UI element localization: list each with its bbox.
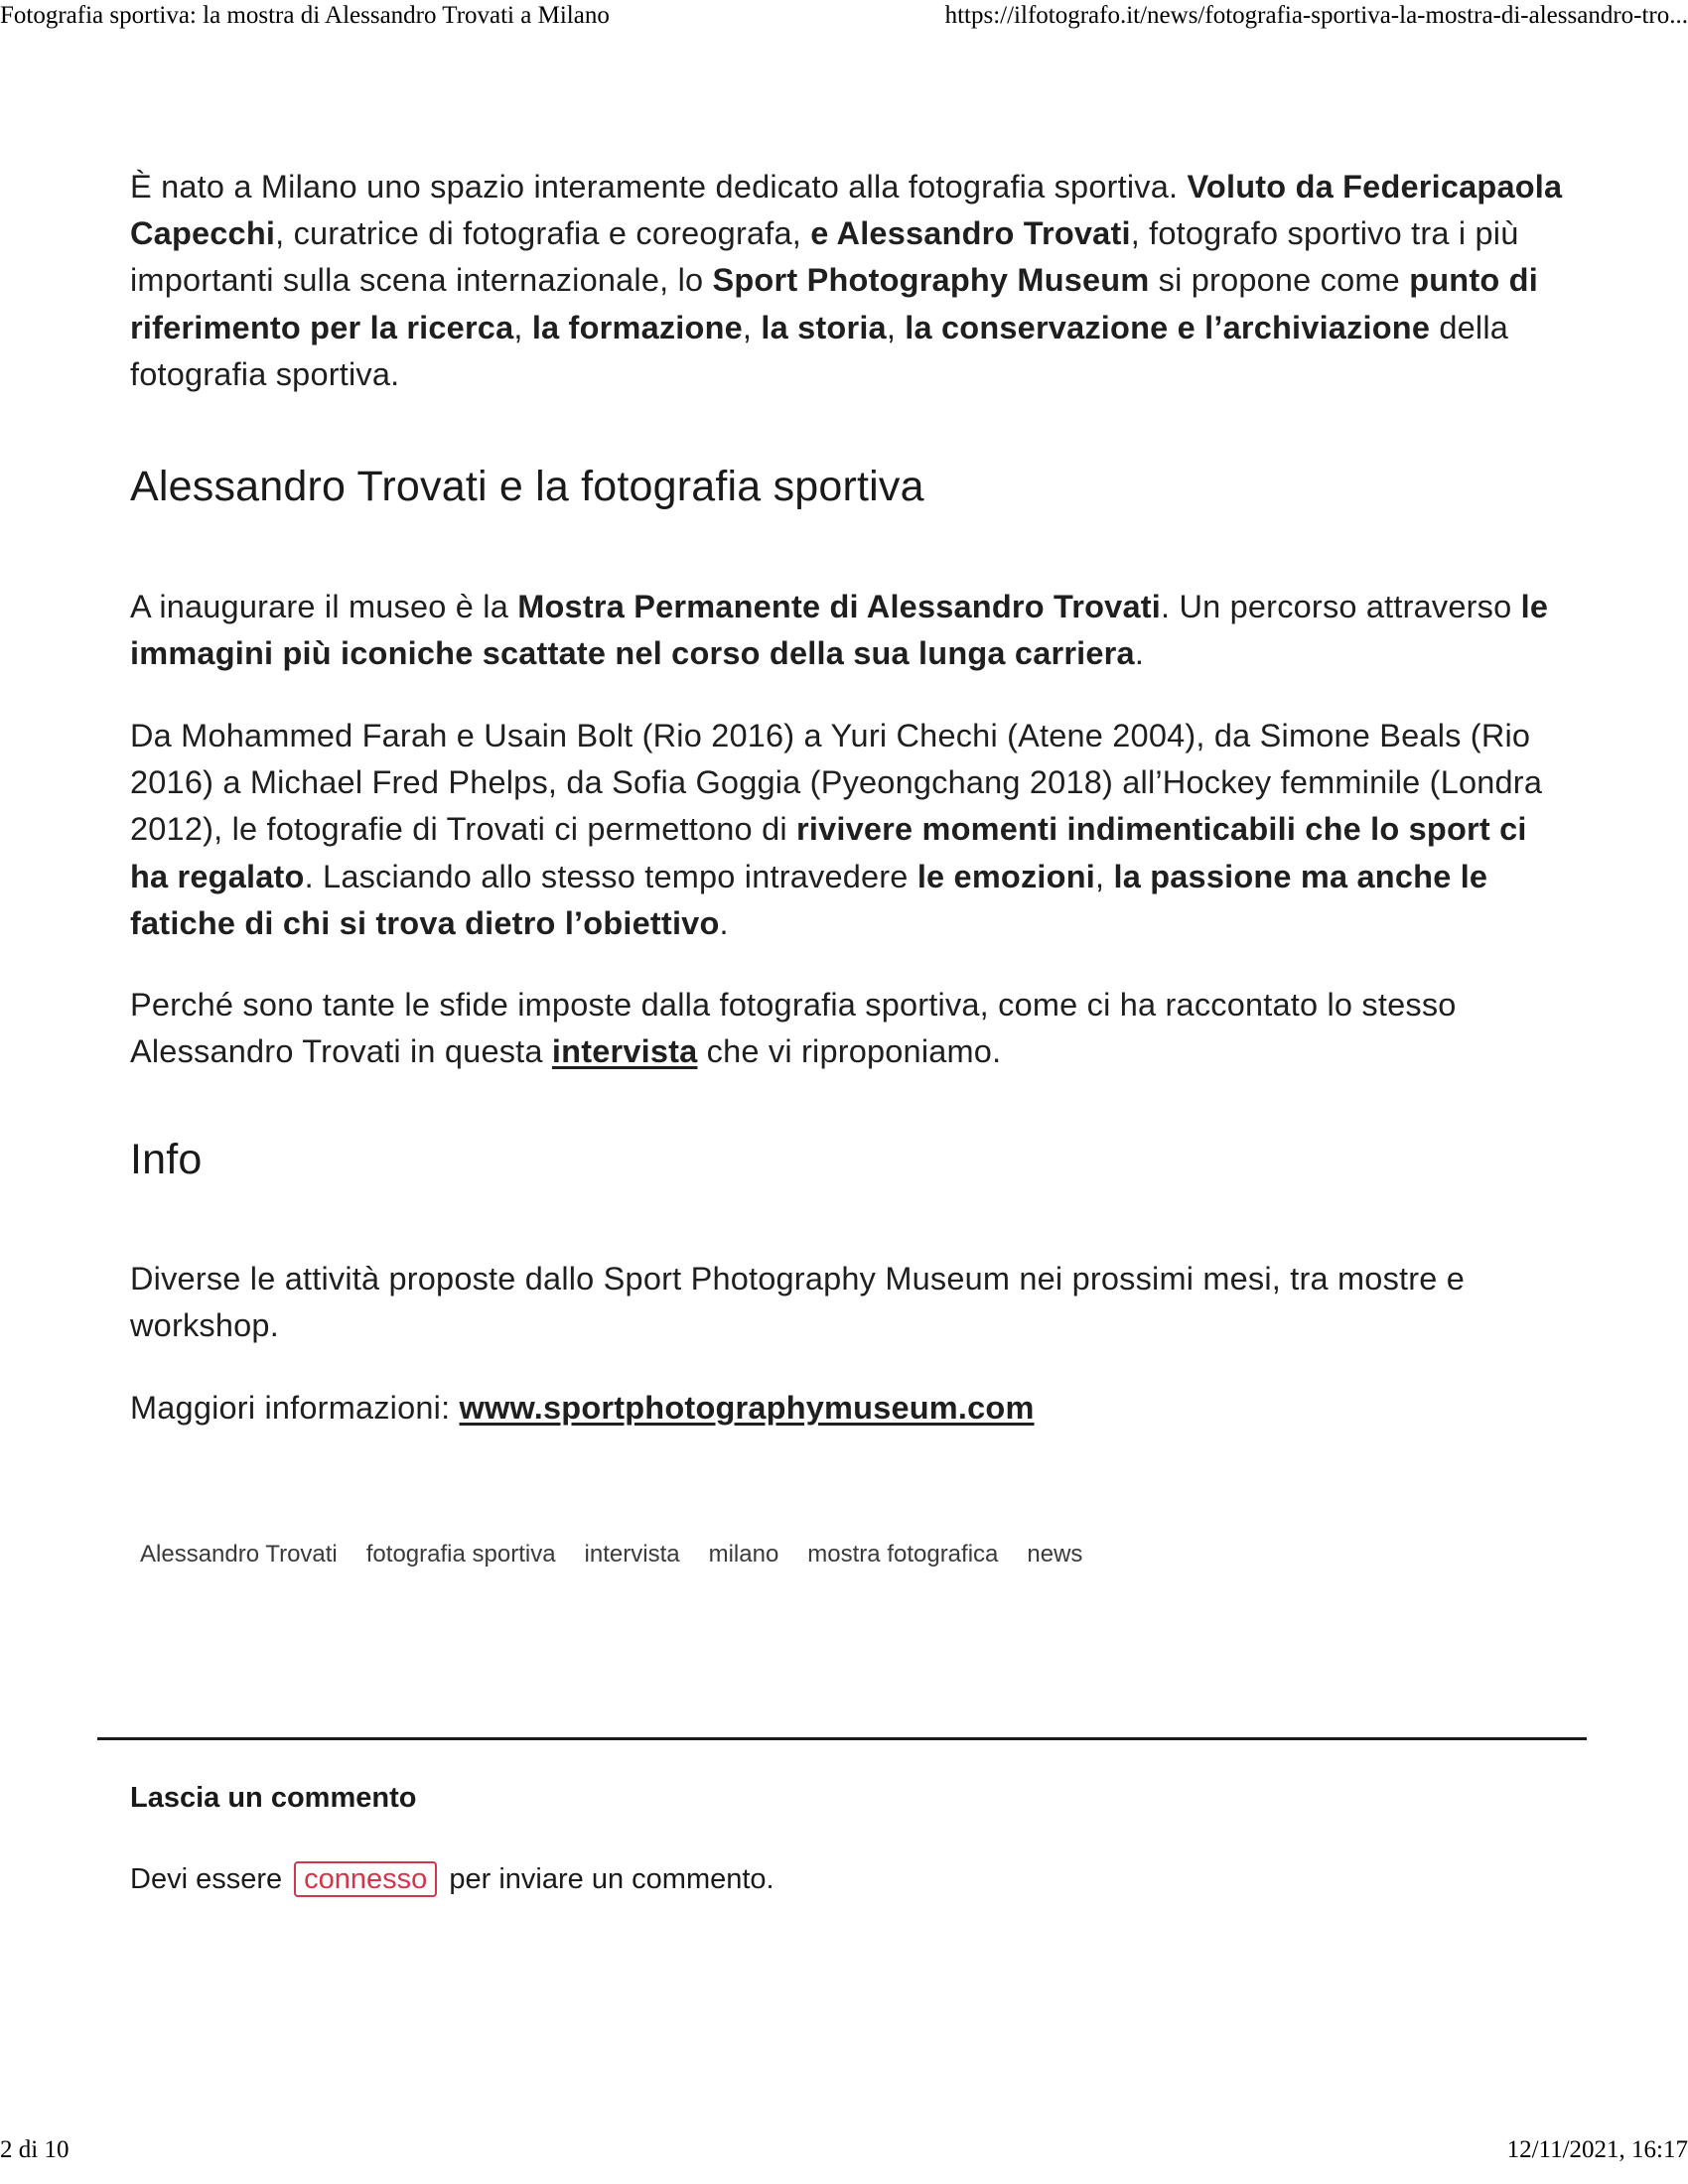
intro-bold: e Alessandro Trovati [810, 215, 1131, 252]
tag-link[interactable]: fotografia sportiva [365, 1541, 556, 1568]
comments-text: Devi essere [130, 1863, 291, 1895]
print-datetime: 12/11/2021, 16:17 [1506, 2136, 1688, 2163]
intro-paragraph [130, 164, 1570, 398]
section-heading-info: Info [130, 1136, 203, 1183]
paragraph-bold: le immagini più iconiche scattate nel corso della sua lunga carriera [130, 589, 1549, 672]
intro-text: della fotografia sportiva. [130, 309, 1509, 392]
intro-bold: la conservazione e l’archiviazione [905, 309, 1431, 345]
intro-text: , [886, 309, 906, 345]
intro-text: È nato a Milano uno spazio interamente dedicato alla fotografia sportiva. [130, 169, 1188, 205]
tag-link[interactable]: mostra fotografica [807, 1541, 999, 1568]
paragraph-bold: la passione ma anche le fatiche di chi si trova dietro l’obiettivo [130, 858, 1488, 941]
paragraph-text: . Lasciando allo stesso tempo intravedere [304, 858, 917, 894]
paragraph-bold: rivivere momenti indimenticabili che lo sport ci ha regalato [130, 811, 1527, 894]
intro-text: , curatrice di fotografia e coreografa, [275, 215, 811, 252]
print-footer [0, 2136, 1688, 2170]
info-paragraph [130, 1256, 1570, 1349]
comments-divider [97, 1737, 1587, 1740]
intro-text: , [742, 309, 762, 345]
paragraph-bold: le emozioni [916, 858, 1096, 894]
paragraph-text: . [719, 904, 729, 941]
paragraph-bold: Mostra Permanente di Alessandro Trovati [517, 589, 1161, 624]
info-more-label: Maggiori informazioni: [130, 1390, 460, 1426]
comments-title: Lascia un commento [130, 1782, 417, 1814]
intro-bold: Sport Photography Museum [712, 262, 1150, 299]
comments-text: per inviare un commento. [441, 1863, 774, 1895]
intro-bold: Voluto da Federicapaola Capecchi [130, 169, 1563, 252]
section1-paragraph-2 [130, 713, 1570, 947]
paragraph-text: A inaugurare il museo è la [130, 589, 518, 624]
print-page-number: 2 di 10 [0, 2136, 70, 2163]
tag-link[interactable]: news [1027, 1541, 1083, 1568]
interview-link[interactable]: intervista [551, 1033, 698, 1070]
tag-link[interactable]: Alessandro Trovati [140, 1541, 338, 1568]
section-heading-trovati: Alessandro Trovati e la fotografia sportiva [130, 463, 924, 510]
intro-text: si propone come [1149, 262, 1410, 299]
print-page-title: Fotografia sportiva: la mostra di Alessandro Trovati a Milano [0, 2, 610, 29]
tag-list [140, 1541, 1111, 1569]
comments-login-prompt [130, 1861, 774, 1897]
paragraph-text: Perché sono tante le sfide imposte dalla fotografia sportiva, come ci ha raccontato lo stesso Alessandro Trovati in questa [130, 987, 1457, 1070]
paragraph-text: che vi riproponiamo. [697, 1033, 1002, 1070]
tag-link[interactable]: intervista [584, 1541, 680, 1568]
intro-text: , fotografo sportivo tra i più importanti sulla scena internazionale, lo [130, 215, 1519, 299]
print-url: https://ilfotografo.it/news/fotografia-sportiva-la-mostra-di-alessandro-tro... [944, 2, 1688, 29]
section1-paragraph-3 [130, 982, 1570, 1075]
intro-bold: la formazione [531, 309, 743, 345]
article-intro [130, 164, 1570, 398]
paragraph-text: Da Mohammed Farah e Usain Bolt (Rio 2016) a Yuri Chechi (Atene 2004), da Simone Beals (Rio 2016) a Michael Fred Phelps, da Sofia Goggia (Pyeongchang 2018) all’Hockey femminile (Londra 2012), le fotografie di Trovati ci permettono di [130, 718, 1543, 848]
intro-bold: punto di riferimento per la ricerca [130, 262, 1538, 345]
intro-bold: la storia [761, 309, 887, 345]
login-link[interactable]: connesso [294, 1861, 437, 1897]
info-text: Diverse le attività proposte dallo Sport Photography Museum nei prossimi mesi, tra mostre e workshop. [130, 1261, 1466, 1344]
paragraph-text: . [1134, 635, 1145, 672]
intro-text: , [513, 309, 532, 345]
paragraph-text: . Un percorso attraverso [1160, 589, 1521, 624]
info-more-paragraph [130, 1385, 1570, 1432]
museum-website-link[interactable]: www.sportphotographymuseum.com [459, 1390, 1035, 1426]
print-header [0, 2, 1688, 36]
section1-paragraph-1 [130, 584, 1570, 677]
paragraph-text: , [1095, 858, 1114, 894]
tag-link[interactable]: milano [708, 1541, 779, 1568]
